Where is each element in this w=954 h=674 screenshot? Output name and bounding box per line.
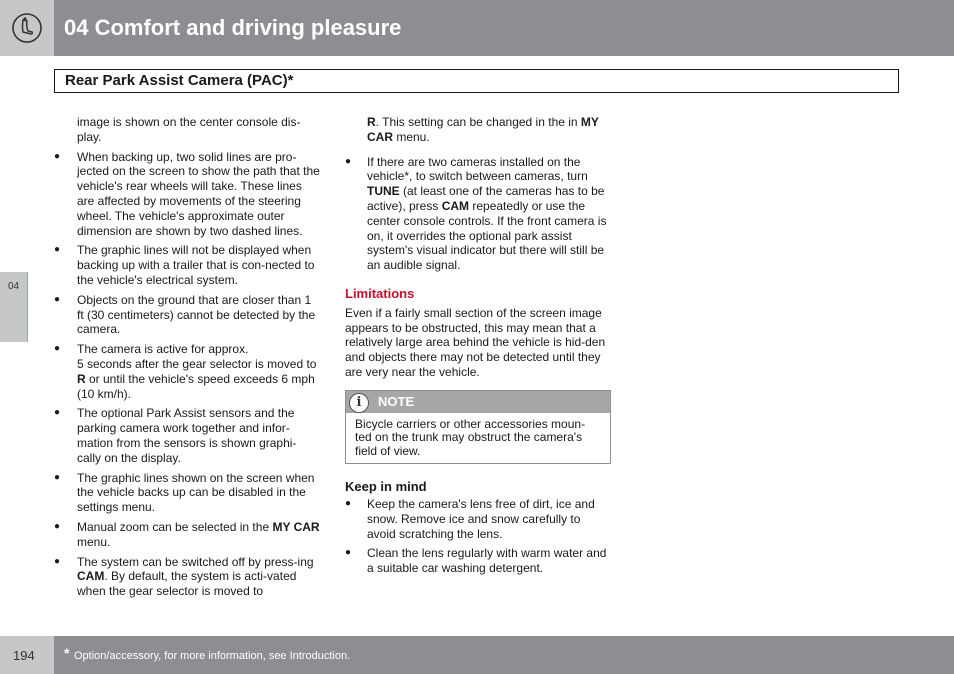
chapter-side-tab[interactable] [0, 272, 28, 342]
list-item: ● The graphic lines will not be displayed when backing up with a trailer that is con-nected to the vehicle's electrical system. [54, 243, 315, 287]
list-item: ● The optional Park Assist sensors and the parking camera work together and infor-mation from the sensors is shown graphi-cally on the display. [54, 406, 297, 465]
list-item: ● The system can be switched off by press-ing CAM. By default, the system is acti-vated when the gear selector is moved to [54, 554, 314, 599]
bullet-icon: ● [345, 547, 352, 559]
intro-text: image is shown on the center console dis-play. [77, 115, 301, 144]
list-item: ● If there are two cameras installed on the vehicle*, to switch between cameras, turn TUNE (at least one of the cameras has to be active), press CAM repeatedly or use the center console controls. If the front camera is on, it overrides the optional park assist system's visual indicator but there will still be an audible signal. [345, 154, 607, 273]
list-item: ● The camera is active for approx. 5 seconds after the gear selector is moved to R or until the vehicle's speed exceeds 6 mph (10 km/h). [54, 342, 317, 401]
list-item: ● Manual zoom can be selected in the MY CAR menu. [54, 519, 320, 549]
footnote-text: Option/accessory, for more information, see Introduction. [74, 650, 351, 662]
bullet-icon: ● [345, 498, 352, 510]
page-number: 194 [13, 648, 35, 663]
bullet-icon: ● [54, 520, 61, 532]
limitations-text: Even if a fairly small section of the screen image appears to be obstructed, this may mean that a relatively large area behind the vehicle is hid-den and objects there may not be detected until they are very near the vehicle. [345, 305, 606, 379]
footnote-star: * [64, 645, 70, 661]
bullet-icon: ● [54, 293, 61, 305]
continued-text: R. This setting can be changed in the in MY CAR menu. [367, 115, 599, 144]
chapter-title: 04 Comfort and driving pleasure [64, 15, 402, 40]
note-text: Bicycle carriers or other accessories moun-ted on the trunk may obstruct the camera's field of view. [355, 416, 586, 458]
note-box [345, 390, 611, 465]
section-title-box [54, 69, 899, 93]
chapter-icon-box [0, 0, 54, 56]
bullet-icon: ● [54, 407, 61, 419]
bullet-icon: ● [54, 150, 61, 162]
list-item: ● The graphic lines shown on the screen when the vehicle backs up can be disabled in the settings menu. [54, 470, 315, 515]
info-icon: i [349, 393, 369, 413]
note-title: NOTE [378, 393, 415, 409]
bullet-icon: ● [54, 555, 61, 567]
page-number-box [0, 636, 54, 674]
page-footer [0, 636, 954, 674]
limitations-heading: Limitations [345, 285, 415, 301]
chapter-header [0, 0, 954, 56]
column-right [345, 115, 611, 581]
list-item: ● Keep the camera's lens free of dirt, ice and snow. Remove ice and snow carefully to avoid scratching the lens. [345, 497, 595, 541]
list-item: ● Objects on the ground that are closer than 1 ft (30 centimeters) cannot be detected by the camera. [54, 292, 316, 337]
footer-bar [54, 636, 954, 674]
bullet-icon: ● [54, 244, 61, 256]
chapter-tab-label: 04 [8, 281, 20, 292]
list-item: ● Clean the lens regularly with warm water and a suitable car washing detergent. [345, 546, 607, 576]
list-item: ● When backing up, two solid lines are pro-jected on the screen to show the path that the vehicle's rear wheels will take. These lines are affected by movements of the steering wheel. The vehicle's approximate outer dimension are shown by two dashed lines. [54, 149, 320, 238]
bullet-icon: ● [54, 343, 61, 355]
seat-icon [11, 12, 43, 44]
bullet-icon: ● [345, 155, 352, 167]
column-left [54, 115, 320, 604]
keep-in-mind-heading: Keep in mind [345, 479, 427, 495]
bullet-icon: ● [54, 471, 61, 483]
section-title: Rear Park Assist Camera (PAC)* [65, 72, 294, 89]
note-header [346, 391, 610, 413]
